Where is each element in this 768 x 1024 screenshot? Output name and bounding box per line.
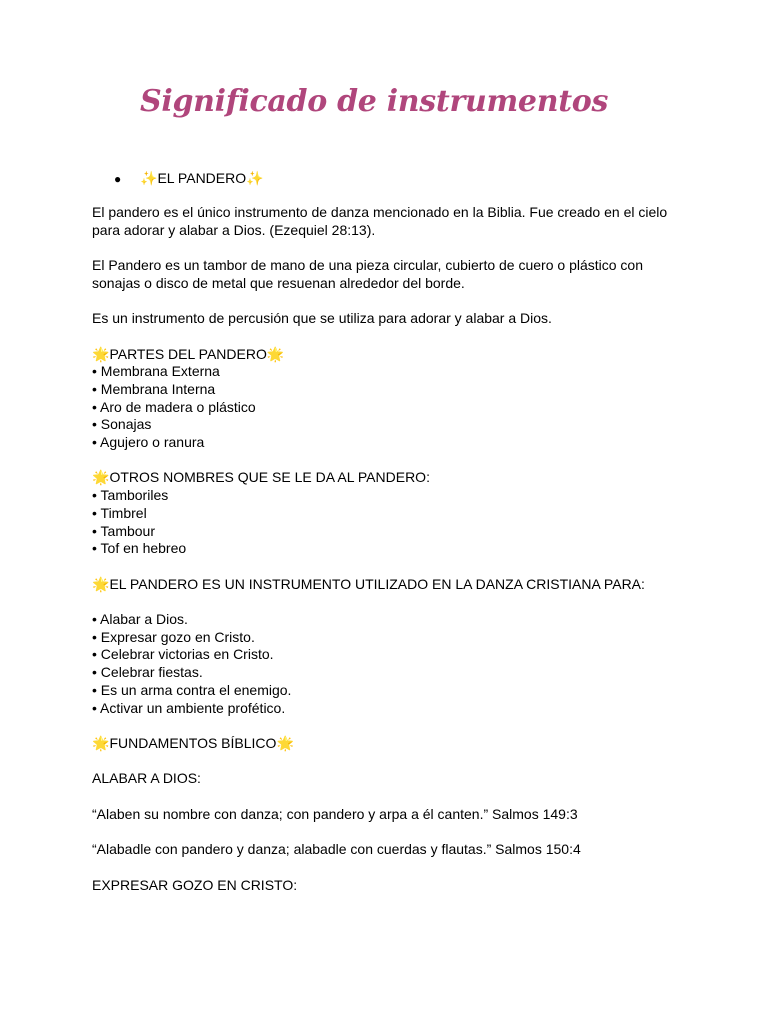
star-icon: 🌟	[266, 345, 285, 362]
star-icon: 🌟	[92, 469, 110, 486]
paragraph-intro: El pandero es el único instrumento de danza mencionado en la Biblia. Fue creado en el cielo para adorar y alabar a Dios. (Ezequiel 28:13).	[92, 204, 668, 238]
list-item: • Agujero o ranura	[92, 434, 205, 451]
list-item: • Membrana Interna	[92, 380, 216, 397]
list-item: • Expresar gozo en Cristo.	[92, 628, 255, 645]
list-item: • Es un arma contra el enemigo.	[92, 681, 292, 698]
section-heading-pandero	[114, 169, 264, 188]
bible-quote: “Alaben su nombre con danza; con pandero y arpa a él canten.” Salmos 149:3	[92, 805, 578, 822]
list-item: • Celebrar fiestas.	[92, 664, 203, 681]
star-icon: 🌟	[92, 734, 110, 751]
list-item: • Celebrar victorias en Cristo.	[92, 646, 274, 663]
usos-heading-text: EL PANDERO ES UN INSTRUMENTO UTILIZADO EN LA DANZA CRISTIANA PARA:	[109, 575, 645, 592]
otros-nombres-heading-text: OTROS NOMBRES QUE SE LE DA AL PANDERO:	[109, 469, 430, 486]
partes-heading	[92, 346, 692, 364]
paragraph-percussion: Es un instrumento de percusión que se utiliza para adorar y alabar a Dios.	[92, 310, 552, 327]
list-item: • Aro de madera o plástico	[92, 398, 256, 415]
section-heading-text: EL PANDERO	[157, 170, 247, 186]
fundamentos-heading	[92, 735, 692, 753]
bible-quote: “Alabadle con pandero y danza; alabadle con cuerdas y flautas.” Salmos 150:4	[92, 841, 581, 858]
list-item: • Timbrel	[92, 504, 147, 521]
list-item: • Membrana Externa	[92, 363, 220, 380]
gozo-heading: EXPRESAR GOZO EN CRISTO:	[92, 876, 298, 893]
otros-nombres-heading	[92, 469, 692, 487]
list-item: • Tamboriles	[92, 487, 169, 504]
alabar-heading: ALABAR A DIOS:	[92, 770, 201, 787]
star-icon: 🌟	[276, 734, 294, 751]
list-item: • Sonajas	[92, 416, 152, 433]
list-item: • Activar un ambiente profético.	[92, 699, 286, 716]
star-icon: 🌟	[92, 345, 110, 362]
sparkle-icon: ✨	[246, 170, 264, 186]
list-item: • Alabar a Dios.	[92, 611, 188, 628]
partes-heading-text: PARTES DEL PANDERO	[109, 345, 267, 362]
list-item: • Tambour	[92, 522, 156, 539]
fundamentos-heading-text: FUNDAMENTOS BÍBLICO	[109, 734, 277, 751]
document-body	[92, 204, 692, 894]
list-item: • Tof en hebreo	[92, 540, 187, 557]
paragraph-description: El Pandero es un tambor de mano de una pieza circular, cubierto de cuero o plástico con sonajas o disco de metal que resuenan alrededor del borde.	[92, 257, 643, 291]
star-icon: 🌟	[92, 575, 110, 592]
bullet-dot: ●	[114, 172, 122, 186]
usos-heading	[92, 576, 692, 594]
document-title: Significado de instrumentos	[140, 84, 609, 119]
sparkle-icon: ✨	[140, 170, 158, 186]
